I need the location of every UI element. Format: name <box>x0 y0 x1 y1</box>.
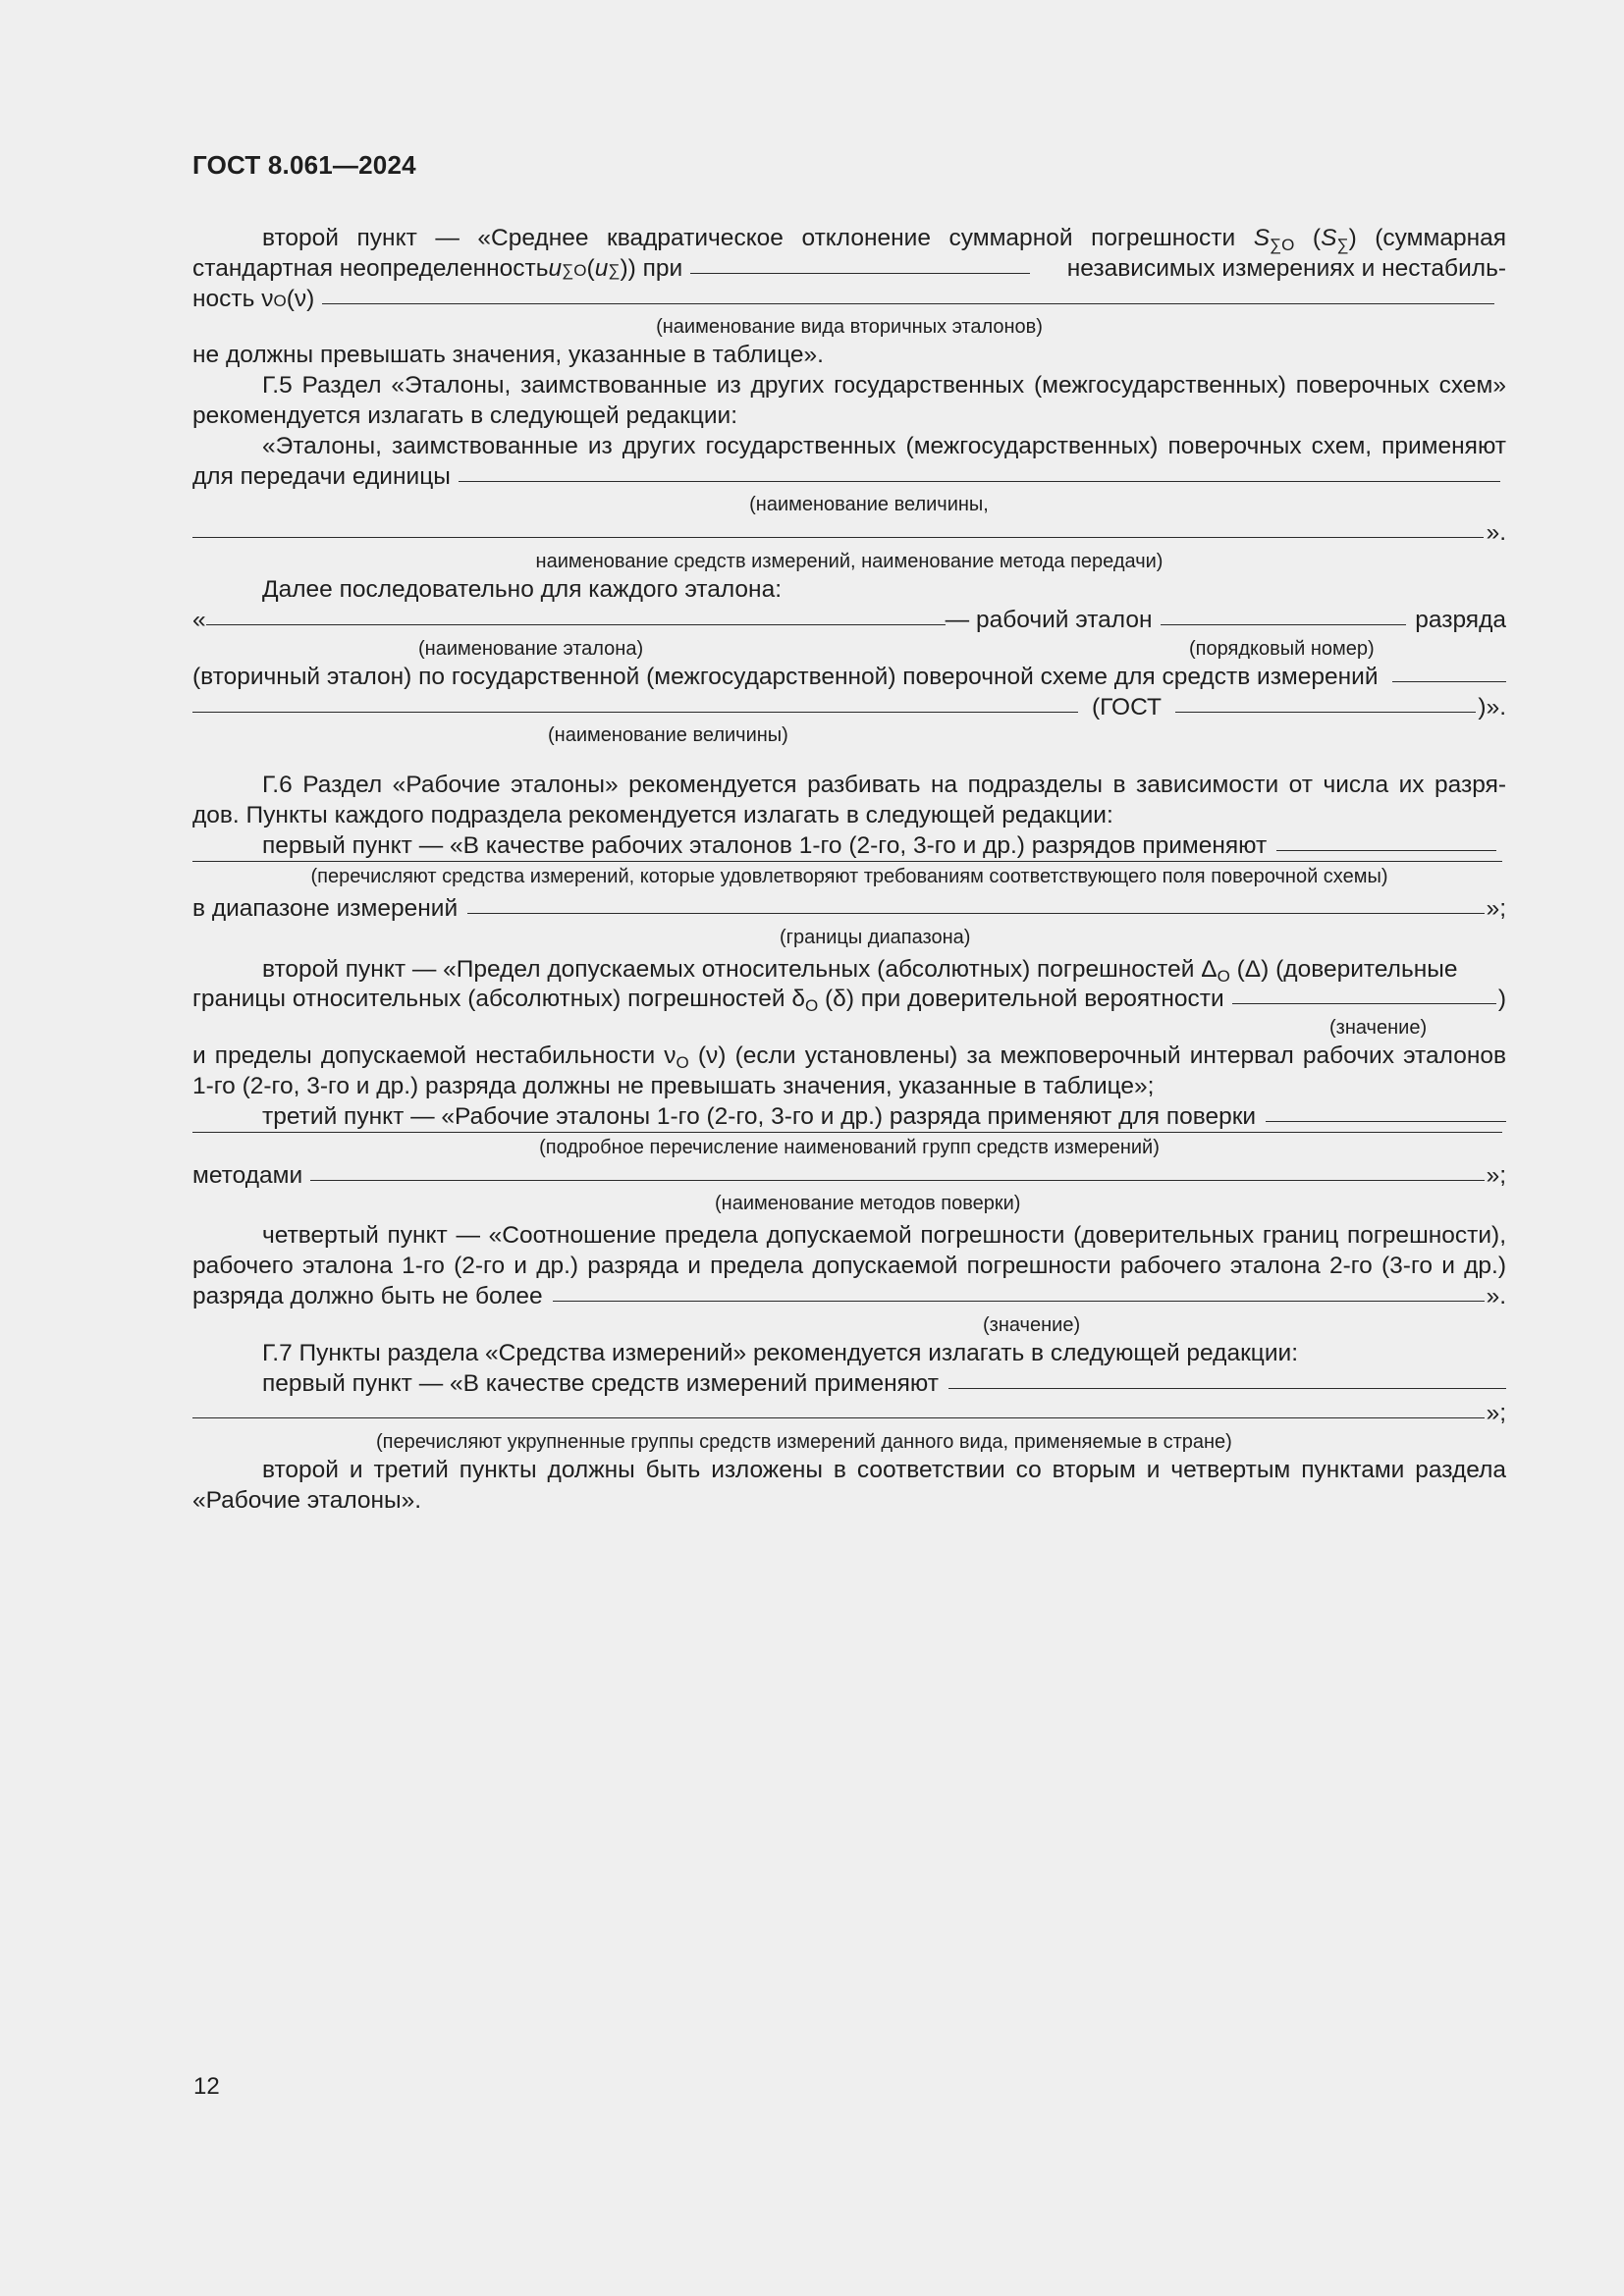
text-run: границы относительных (абсолютных) погрешностей $\delta_O$ (δ) при доверительной вероятности <box>192 986 1224 1016</box>
paragraph: не должны превышать значения, указанные в таблице». <box>192 342 824 369</box>
caption: (значение) <box>1329 1017 1428 1040</box>
symbol: u <box>548 254 563 282</box>
text-line <box>192 1369 1506 1400</box>
caption: (наименование величины, <box>749 494 989 516</box>
fill-in-blank <box>467 912 1484 914</box>
paragraph: «Рабочие эталоны». <box>192 1486 422 1514</box>
text-line <box>192 894 1506 925</box>
fill-in-blank <box>310 1179 1484 1181</box>
text-run: »; <box>1486 1400 1506 1427</box>
fill-in-blank <box>1232 1002 1496 1004</box>
text-run: ) (суммарная <box>1348 225 1507 251</box>
caption: (границы диапазона) <box>780 926 971 948</box>
text-line <box>192 1399 1506 1429</box>
fill-in-blank <box>192 860 1502 862</box>
fill-in-blank <box>1392 680 1506 682</box>
text-run: третий пункт — «Рабочие эталоны 1-го (2-го, 3-го и др.) разряда применяют для поверки <box>262 1102 1257 1130</box>
text-run: ( <box>1294 225 1322 251</box>
fill-in-blank <box>192 1416 1485 1418</box>
symbol: S <box>1321 225 1337 251</box>
text-line <box>192 693 1506 723</box>
text-run: в диапазоне измерений <box>192 894 459 922</box>
text-run: — рабочий эталон <box>945 606 1153 633</box>
text-run: ность ν <box>192 285 274 312</box>
text-run: ». <box>1486 1282 1506 1309</box>
symbol: u <box>594 254 609 282</box>
paragraph: рабочего эталона 1-го (2-го и др.) разряда и предела допускаемой погрешности рабочего эталона 2-го (3-го и др.) <box>192 1253 1506 1280</box>
symbol: S <box>1253 225 1271 251</box>
text-run: первый пункт — «В качестве средств измерений применяют <box>262 1369 939 1397</box>
text-line: ность ν O (ν) <box>192 285 1506 315</box>
caption: (перечисляют средства измерений, которые удовлетворяют требованиям соответствующего поля поверочной схемы) <box>310 865 1388 887</box>
fill-in-blank <box>1266 1120 1506 1122</box>
caption: (значение) <box>983 1313 1081 1336</box>
caption: (перечисляют укрупненные группы средств измерений данного вида, применяемые в стране) <box>376 1431 1232 1454</box>
paragraph: 1-го (2-го, 3-го и др.) разряда должны не превышать значения, указанные в таблице»; <box>192 1072 1155 1099</box>
paragraph: дов. Пункты каждого подраздела рекомендуется излагать в следующей редакции: <box>192 802 1113 829</box>
fill-in-blank <box>1276 849 1496 851</box>
text-run: ( <box>586 254 595 282</box>
fill-in-blank <box>553 1300 1485 1302</box>
text-line <box>192 831 1506 862</box>
text-line: стандартная неопределенность u ∑O ( u ∑ )) при независимых измерениях и нестабиль- <box>192 254 1506 285</box>
caption: (наименование методов поверки) <box>715 1193 1021 1215</box>
paragraph: второй и третий пункты должны быть изложены в соответствии со вторым и четвертым пунктами раздела <box>262 1457 1506 1484</box>
fill-in-blank <box>192 1131 1502 1133</box>
text-line <box>192 985 1506 1015</box>
text-run: )». <box>1478 693 1506 721</box>
text-line <box>192 462 1506 493</box>
text-line <box>192 955 1506 986</box>
caption: наименование средств измерений, наименование метода передачи) <box>535 551 1164 573</box>
page-number: 12 <box>193 2073 220 2100</box>
caption: (порядковый номер) <box>1189 637 1375 660</box>
fill-in-blank <box>322 302 1494 304</box>
text-line <box>192 1161 1506 1192</box>
text-run: независимых измерениях и нестабиль- <box>1066 254 1506 282</box>
text-run: (ГОСТ <box>1092 693 1162 721</box>
caption-row <box>192 636 1506 663</box>
text-run: ) <box>1497 986 1506 1013</box>
paragraph <box>192 224 1506 254</box>
paragraph: «Эталоны, заимствованные из других государственных (межгосударственных) поверочных схем, применяют <box>262 432 1506 459</box>
document-body <box>192 224 1506 1517</box>
text-run: (вторичный эталон) по государственной (межгосударственной) поверочной схеме для средств измерений <box>192 663 1379 690</box>
paragraph: и пределы допускаемой нестабильности $\nu_O$ (ν) (если установлены) за межповерочный интервал рабочих эталонов <box>192 1042 1506 1073</box>
subscript: ∑O <box>1270 236 1295 254</box>
paragraph: рекомендуется излагать в следующей редакции: <box>192 401 738 429</box>
paragraph: Далее последовательно для каждого эталона: <box>262 576 783 604</box>
caption: (подробное перечисление наименований групп средств измерений) <box>539 1136 1160 1158</box>
paragraph: Г.7 Пункты раздела «Средства измерений» рекомендуется излагать в следующей редакции: <box>262 1339 1298 1366</box>
text-run: второй пункт — «Среднее квадратическое отклонение суммарной погрешности <box>262 225 1254 251</box>
text-run: »; <box>1486 894 1506 922</box>
text-line <box>192 1102 1506 1133</box>
text-line <box>192 663 1506 693</box>
text-run: методами <box>192 1161 303 1189</box>
subscript: ∑ <box>1336 236 1349 254</box>
text-run: »; <box>1486 1161 1506 1189</box>
text-run: стандартная неопределенность <box>192 254 549 282</box>
text-run: второй пункт — «Предел допускаемых относительных (абсолютных) погрешностей $\Delta_O$ (Δ) (доверительные <box>262 955 1458 986</box>
paragraph: Г.5 Раздел «Эталоны, заимствованные из других государственных (межгосударственных) поверочных схем» <box>262 372 1506 400</box>
text-run: (ν) <box>286 285 315 312</box>
text-line <box>192 518 1506 549</box>
paragraph: Г.6 Раздел «Рабочие эталоны» рекомендуется разбивать на подразделы в зависимости от числа их разря- <box>262 772 1506 799</box>
paragraph: четвертый пункт — «Соотношение предела допускаемой погрешности (доверительных границ погрешности), <box>262 1222 1506 1250</box>
caption: (наименование вида вторичных эталонов) <box>656 316 1043 339</box>
text-run: ». <box>1486 519 1506 547</box>
text-line <box>192 1282 1506 1312</box>
caption: (наименование эталона) <box>418 637 644 660</box>
fill-in-blank <box>192 711 1078 713</box>
fill-in-blank <box>690 272 1030 274</box>
fill-in-blank <box>1161 623 1406 625</box>
fill-in-blank <box>206 623 946 625</box>
caption: (наименование величины) <box>548 724 788 747</box>
text-run: « <box>192 606 206 633</box>
fill-in-blank <box>948 1387 1506 1389</box>
document-header: ГОСТ 8.061—2024 <box>192 150 416 180</box>
text-run: первый пункт — «В качестве рабочих эталонов 1-го (2-го, 3-го и др.) разрядов применяют <box>262 831 1268 859</box>
text-run: разряда <box>1415 606 1506 633</box>
text-line <box>192 606 1506 636</box>
fill-in-blank <box>1175 711 1476 713</box>
fill-in-blank <box>192 536 1484 538</box>
text-run: для передачи единицы <box>192 462 451 490</box>
text-run: )) при <box>620 254 683 282</box>
fill-in-blank <box>459 480 1500 482</box>
text-run: разряда должно быть не более <box>192 1282 543 1309</box>
